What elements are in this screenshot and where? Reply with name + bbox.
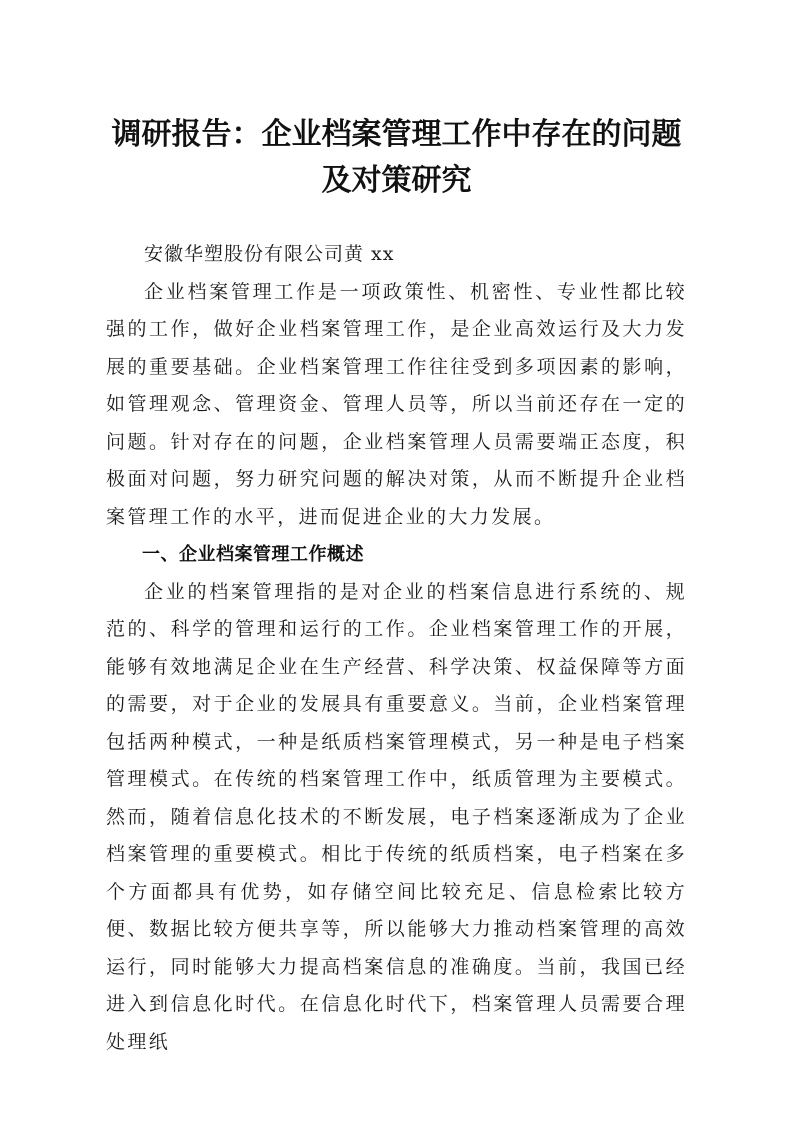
document-title: 调研报告：企业档案管理工作中存在的问题及对策研究 (111, 117, 682, 198)
section-heading: 一、企业档案管理工作概述 (142, 544, 364, 565)
author-line: 安徽华塑股份有限公司黄 xx (144, 243, 395, 265)
intro-paragraph: 企业档案管理工作是一项政策性、机密性、专业性都比较强的工作，做好企业档案管理工作，是企业高效运行及大力发展的重要基础。企业档案管理工作往往受到多项因素的影响，如管理观念、管理资金、管理人员等，所以当前还存在一定的问题。针对存在的问题，企业档案管理人员需要端正态度，积极面对问题，努力研究问题的解决对策，从而不断提升企业档案管理工作的水平，进而促进企业的大力发展。 (106, 280, 687, 528)
document-body (106, 236, 687, 1061)
section-paragraph: 企业的档案管理指的是对企业的档案信息进行系统的、规范的、科学的管理和运行的工作。企业档案管理工作的开展，能够有效地满足企业在生产经营、科学决策、权益保障等方面的需要，对于企业的发展具有重要意义。当前，企业档案管理包括两种模式，一种是纸质档案管理模式，另一种是电子档案管理模式。在传统的档案管理工作中，纸质管理为主要模式。然而，随着信息化技术的不断发展，电子档案逐渐成为了企业档案管理的重要模式。相比于传统的纸质档案，电子档案在多个方面都具有优势，如存储空间比较充足、信息检索比较方便、数据比较方便共享等，所以能够大力推动档案管理的高效运行，同时能够大力提高档案信息的准确度。当前，我国已经进入到信息化时代。在信息化时代下，档案管理人员需要合理处理纸 (106, 580, 687, 1053)
